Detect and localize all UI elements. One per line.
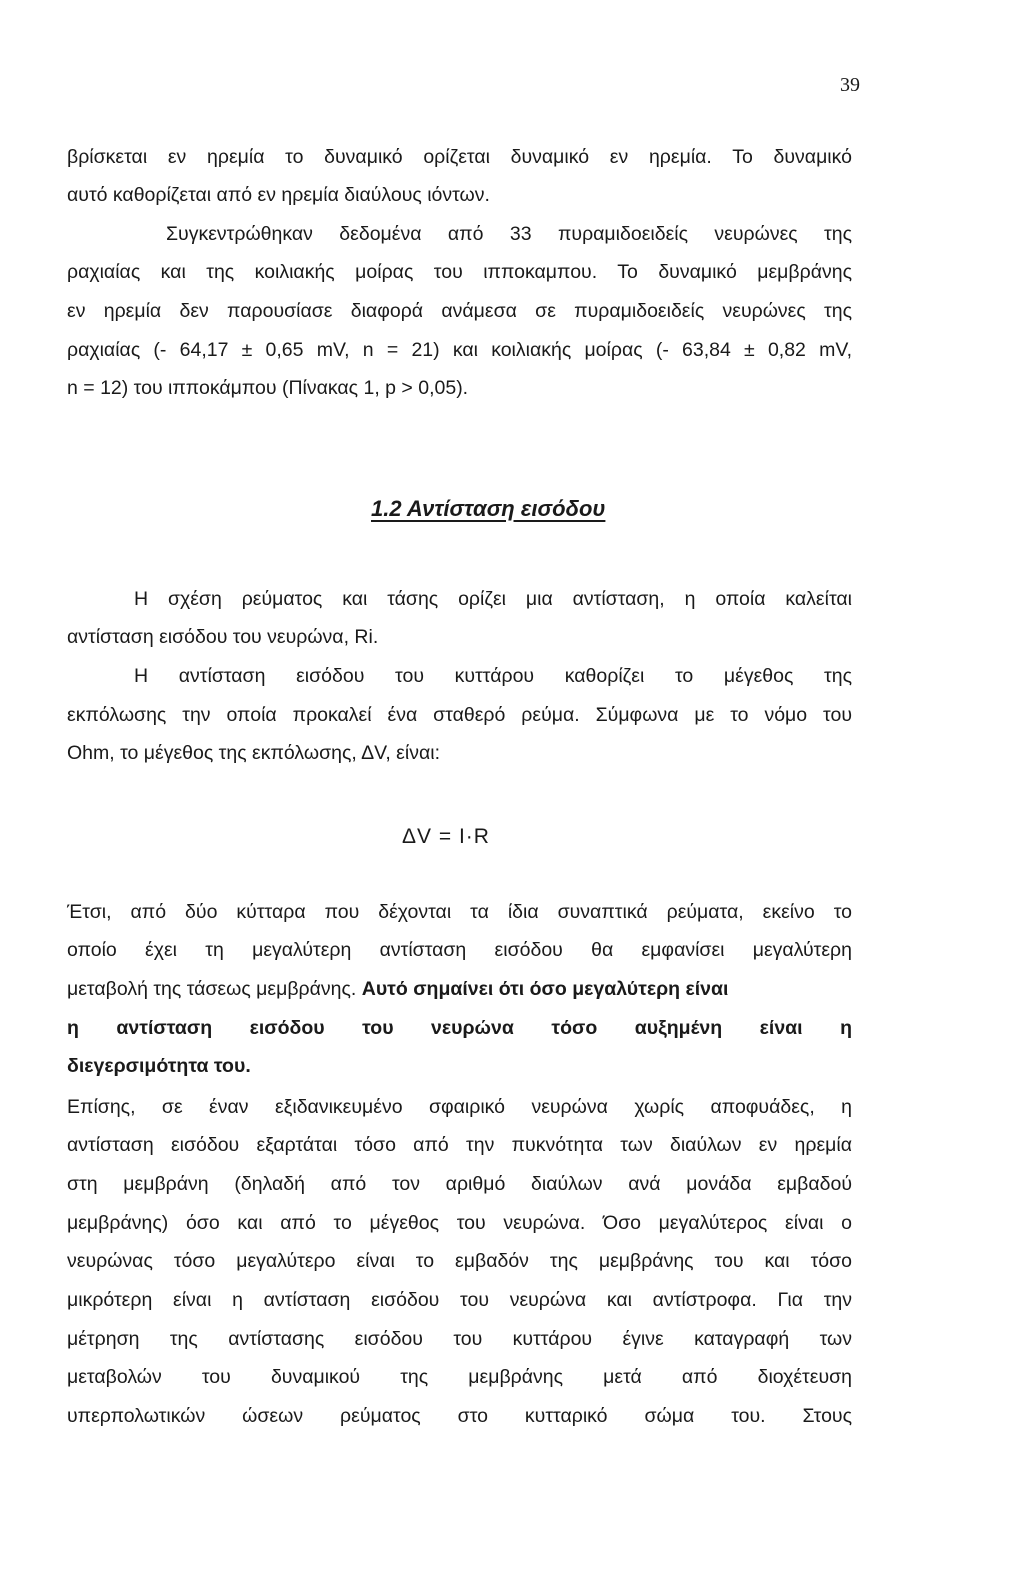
paragraph-line: Η σχέση ρεύματος και τάσης ορίζει μια αντίσταση, η οποία καλείται bbox=[134, 588, 852, 610]
paragraph-line: Η αντίσταση εισόδου του κυττάρου καθορίζει το μέγεθος της bbox=[134, 665, 852, 687]
paragraph-line: στη μεμβράνη (δηλαδή από τον αριθμό διαύλων ανά μονάδα εμβαδού bbox=[67, 1173, 852, 1195]
paragraph-line: βρίσκεται εν ηρεμία το δυναμικό ορίζεται δυναμικό εν ηρεμία. Το δυναμικό bbox=[67, 146, 852, 168]
emphasized-line: διεγερσιμότητα του. bbox=[67, 1055, 251, 1077]
paragraph-line: ραχιαίας (- 64,17 ± 0,65 mV, n = 21) και κοιλιακής μοίρας (- 63,84 ± 0,82 mV, bbox=[67, 339, 852, 361]
paragraph-line: μεταβολών του δυναμικού της μεμβράνης μετά από διοχέτευση bbox=[67, 1366, 852, 1388]
paragraph-line: Έτσι, από δύο κύτταρα που δέχονται τα ίδια συναπτικά ρεύματα, εκείνο το bbox=[67, 901, 852, 923]
paragraph-line: μικρότερη είναι η αντίσταση εισόδου του νευρώνα και αντίστροφα. Για την bbox=[67, 1289, 852, 1311]
paragraph-line: ραχιαίας και της κοιλιακής μοίρας του ιπποκαμπου. Το δυναμικό μεμβράνης bbox=[67, 261, 852, 283]
line-text: μεταβολή της τάσεως μεμβράνης. bbox=[67, 978, 357, 1000]
emphasized-line: η αντίσταση εισόδου του νευρώνα τόσο αυξημένη είναι η bbox=[67, 1017, 852, 1039]
paragraph-line: εκπόλωσης την οποία προκαλεί ένα σταθερό ρεύμα. Σύμφωνα με το νόμο του bbox=[67, 704, 852, 726]
paragraph-line: αντίσταση εισόδου του νευρώνα, Ri. bbox=[67, 626, 379, 648]
page-number: 39 bbox=[840, 74, 860, 96]
paragraph-line: οποίο έχει τη μεγαλύτερη αντίσταση εισόδου θα εμφανίσει μεγαλύτερη bbox=[67, 939, 852, 961]
paragraph-line: Επίσης, σε έναν εξιδανικευμένο σφαιρικό νευρώνα χωρίς αποφυάδες, η bbox=[67, 1096, 852, 1118]
paragraph-line: Συγκεντρώθηκαν δεδομένα από 33 πυραμιδοειδείς νευρώνες της bbox=[166, 223, 852, 245]
paragraph-line: Ohm, το μέγεθος της εκπόλωσης, ΔV, είναι: bbox=[67, 742, 440, 764]
paragraph-line: νευρώνας τόσο μεγαλύτερο είναι το εμβαδόν της μεμβράνης του και τόσο bbox=[67, 1250, 852, 1272]
paragraph-line: μέτρηση της αντίστασης εισόδου του κυττάρου έγινε καταγραφή των bbox=[67, 1328, 852, 1350]
paragraph-line: αυτό καθορίζεται από εν ηρεμία διαύλους ιόντων. bbox=[67, 184, 490, 206]
paragraph-line: n = 12) του ιπποκάμπου (Πίνακας 1, p > 0,05). bbox=[67, 377, 469, 399]
paragraph-line: αντίσταση εισόδου εξαρτάται τόσο από την πυκνότητα των διαύλων εν ηρεμία bbox=[67, 1134, 852, 1156]
formula: ΔV = I·R bbox=[402, 825, 490, 848]
paragraph-line: εν ηρεμία δεν παρουσίασε διαφορά ανάμεσα σε πυραμιδοειδείς νευρώνες της bbox=[67, 300, 852, 322]
section-heading: 1.2 Αντίσταση εισόδου bbox=[371, 496, 606, 521]
emphasized-text: Αυτό σημαίνει ότι όσο μεγαλύτερη είναι bbox=[361, 978, 729, 1000]
paragraph-line: υπερπολωτικών ώσεων ρεύματος στο κυτταρικό σώμα του. Στους bbox=[67, 1405, 852, 1427]
paragraph-line: μεμβράνης) όσο και από το μέγεθος του νευρώνα. Όσο μεγαλύτερος είναι ο bbox=[67, 1212, 852, 1234]
paragraph-line bbox=[67, 976, 852, 1002]
